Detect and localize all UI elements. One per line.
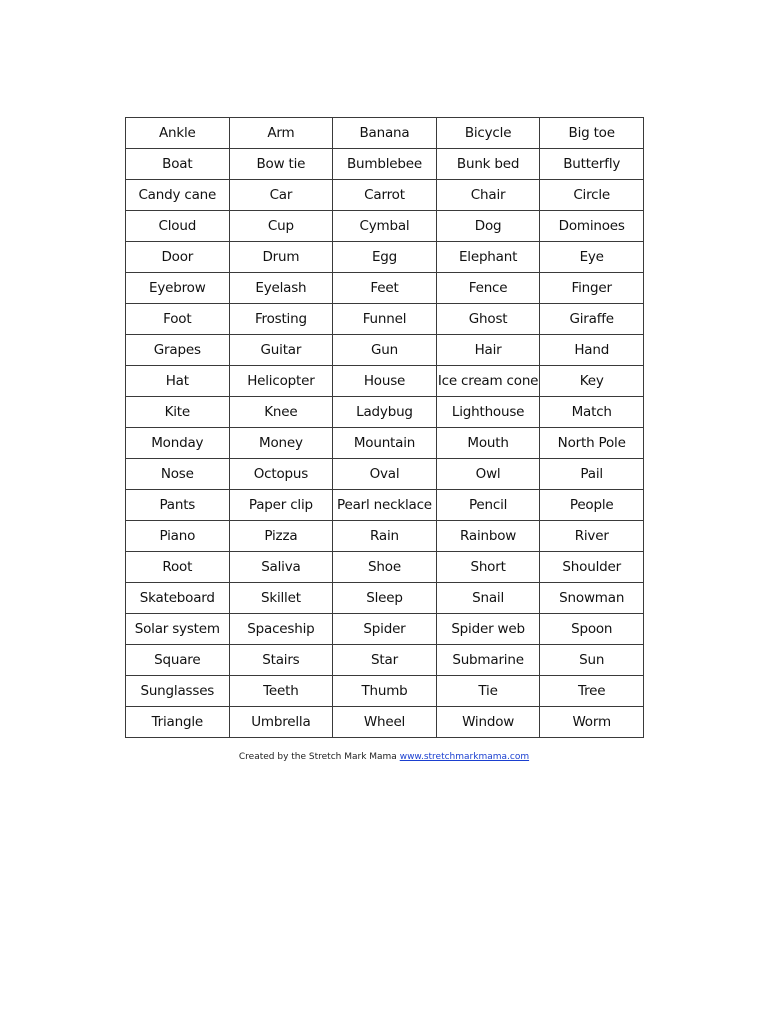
word-cell: Lighthouse xyxy=(436,397,540,428)
word-cell: Feet xyxy=(333,273,437,304)
word-cell: Tie xyxy=(436,676,540,707)
word-cell: Sleep xyxy=(333,583,437,614)
word-cell: Hat xyxy=(126,366,230,397)
word-cell: Grapes xyxy=(126,335,230,366)
grid-row xyxy=(126,614,644,645)
grid-row xyxy=(126,366,644,397)
word-cell: Snail xyxy=(436,583,540,614)
grid-row xyxy=(126,645,644,676)
word-cell: Submarine xyxy=(436,645,540,676)
word-cell: Oval xyxy=(333,459,437,490)
word-cell: Mountain xyxy=(333,428,437,459)
word-cell: Butterfly xyxy=(540,149,644,180)
word-cell: Drum xyxy=(229,242,333,273)
word-cell: Gun xyxy=(333,335,437,366)
word-cell: Dog xyxy=(436,211,540,242)
word-cell: Carrot xyxy=(333,180,437,211)
word-cell: Rainbow xyxy=(436,521,540,552)
grid-row xyxy=(126,335,644,366)
word-cell: Short xyxy=(436,552,540,583)
footer-credit xyxy=(0,752,768,762)
word-cell: Funnel xyxy=(333,304,437,335)
word-cell: Cymbal xyxy=(333,211,437,242)
website-link[interactable]: www.stretchmarkmama.com xyxy=(399,752,530,762)
word-cell: Ladybug xyxy=(333,397,437,428)
word-cell: Spider web xyxy=(436,614,540,645)
word-cell: Bicycle xyxy=(436,118,540,149)
word-cell: Triangle xyxy=(126,707,230,738)
word-cell: Thumb xyxy=(333,676,437,707)
word-cell: Key xyxy=(540,366,644,397)
word-cell: Arm xyxy=(229,118,333,149)
word-cell: Eyebrow xyxy=(126,273,230,304)
credit-text: Created by the Stretch Mark Mama xyxy=(238,752,397,762)
word-cell: Hair xyxy=(436,335,540,366)
grid-row xyxy=(126,242,644,273)
word-cell: Pearl necklace xyxy=(333,490,437,521)
word-cell: Skillet xyxy=(229,583,333,614)
word-cell: Sun xyxy=(540,645,644,676)
word-cell: House xyxy=(333,366,437,397)
word-cell: Snowman xyxy=(540,583,644,614)
word-cell: Frosting xyxy=(229,304,333,335)
word-cell: Cup xyxy=(229,211,333,242)
word-cell: Pencil xyxy=(436,490,540,521)
word-cell: Owl xyxy=(436,459,540,490)
word-cell: Eye xyxy=(540,242,644,273)
word-cell: Window xyxy=(436,707,540,738)
word-cell: Eyelash xyxy=(229,273,333,304)
word-cell: Spaceship xyxy=(229,614,333,645)
word-cell: Piano xyxy=(126,521,230,552)
word-cell: Umbrella xyxy=(229,707,333,738)
word-cell: Guitar xyxy=(229,335,333,366)
word-cell: Car xyxy=(229,180,333,211)
word-cell: Boat xyxy=(126,149,230,180)
word-cell: Mouth xyxy=(436,428,540,459)
word-cell: Paper clip xyxy=(229,490,333,521)
word-cell: Spider xyxy=(333,614,437,645)
word-cell: Ghost xyxy=(436,304,540,335)
word-cell: Big toe xyxy=(540,118,644,149)
word-cell: Candy cane xyxy=(126,180,230,211)
grid-row xyxy=(126,304,644,335)
word-cell: Banana xyxy=(333,118,437,149)
grid-row xyxy=(126,118,644,149)
word-cell: Saliva xyxy=(229,552,333,583)
grid-row xyxy=(126,490,644,521)
word-cell: Pizza xyxy=(229,521,333,552)
word-cell: Chair xyxy=(436,180,540,211)
grid-row xyxy=(126,397,644,428)
grid-row xyxy=(126,459,644,490)
grid-row xyxy=(126,180,644,211)
word-cell: Helicopter xyxy=(229,366,333,397)
word-cell: Knee xyxy=(229,397,333,428)
word-cell: Monday xyxy=(126,428,230,459)
word-cell: Elephant xyxy=(436,242,540,273)
word-cell: Bow tie xyxy=(229,149,333,180)
word-cell: Nose xyxy=(126,459,230,490)
word-cell: Foot xyxy=(126,304,230,335)
word-cell: Pail xyxy=(540,459,644,490)
word-cell: Shoe xyxy=(333,552,437,583)
word-grid-body xyxy=(126,118,644,738)
grid-row xyxy=(126,676,644,707)
word-cell: River xyxy=(540,521,644,552)
word-cell: Star xyxy=(333,645,437,676)
word-cell: Cloud xyxy=(126,211,230,242)
word-cell: People xyxy=(540,490,644,521)
word-cell: Octopus xyxy=(229,459,333,490)
word-cell: Hand xyxy=(540,335,644,366)
word-cell: Teeth xyxy=(229,676,333,707)
word-cell: Money xyxy=(229,428,333,459)
word-cell: Square xyxy=(126,645,230,676)
word-cell: Match xyxy=(540,397,644,428)
word-cell: Skateboard xyxy=(126,583,230,614)
word-cell: Ice cream cone xyxy=(436,366,540,397)
word-cell: Stairs xyxy=(229,645,333,676)
word-cell: Root xyxy=(126,552,230,583)
word-cell: Fence xyxy=(436,273,540,304)
grid-row xyxy=(126,521,644,552)
word-cell: Sunglasses xyxy=(126,676,230,707)
grid-row xyxy=(126,707,644,738)
grid-row xyxy=(126,211,644,242)
grid-row xyxy=(126,428,644,459)
word-cell: Pants xyxy=(126,490,230,521)
word-cell: Ankle xyxy=(126,118,230,149)
word-cell: Giraffe xyxy=(540,304,644,335)
word-cell: Worm xyxy=(540,707,644,738)
word-grid xyxy=(125,117,644,738)
grid-row xyxy=(126,149,644,180)
word-cell: Kite xyxy=(126,397,230,428)
word-cell: Circle xyxy=(540,180,644,211)
word-cell: Wheel xyxy=(333,707,437,738)
word-cell: Shoulder xyxy=(540,552,644,583)
grid-row xyxy=(126,552,644,583)
word-cell: Egg xyxy=(333,242,437,273)
word-cell: Dominoes xyxy=(540,211,644,242)
grid-row xyxy=(126,583,644,614)
grid-row xyxy=(126,273,644,304)
word-cell: Bumblebee xyxy=(333,149,437,180)
word-cell: North Pole xyxy=(540,428,644,459)
word-cell: Spoon xyxy=(540,614,644,645)
word-cell: Door xyxy=(126,242,230,273)
word-cell: Solar system xyxy=(126,614,230,645)
word-cell: Tree xyxy=(540,676,644,707)
word-cell: Finger xyxy=(540,273,644,304)
word-cell: Rain xyxy=(333,521,437,552)
word-cell: Bunk bed xyxy=(436,149,540,180)
